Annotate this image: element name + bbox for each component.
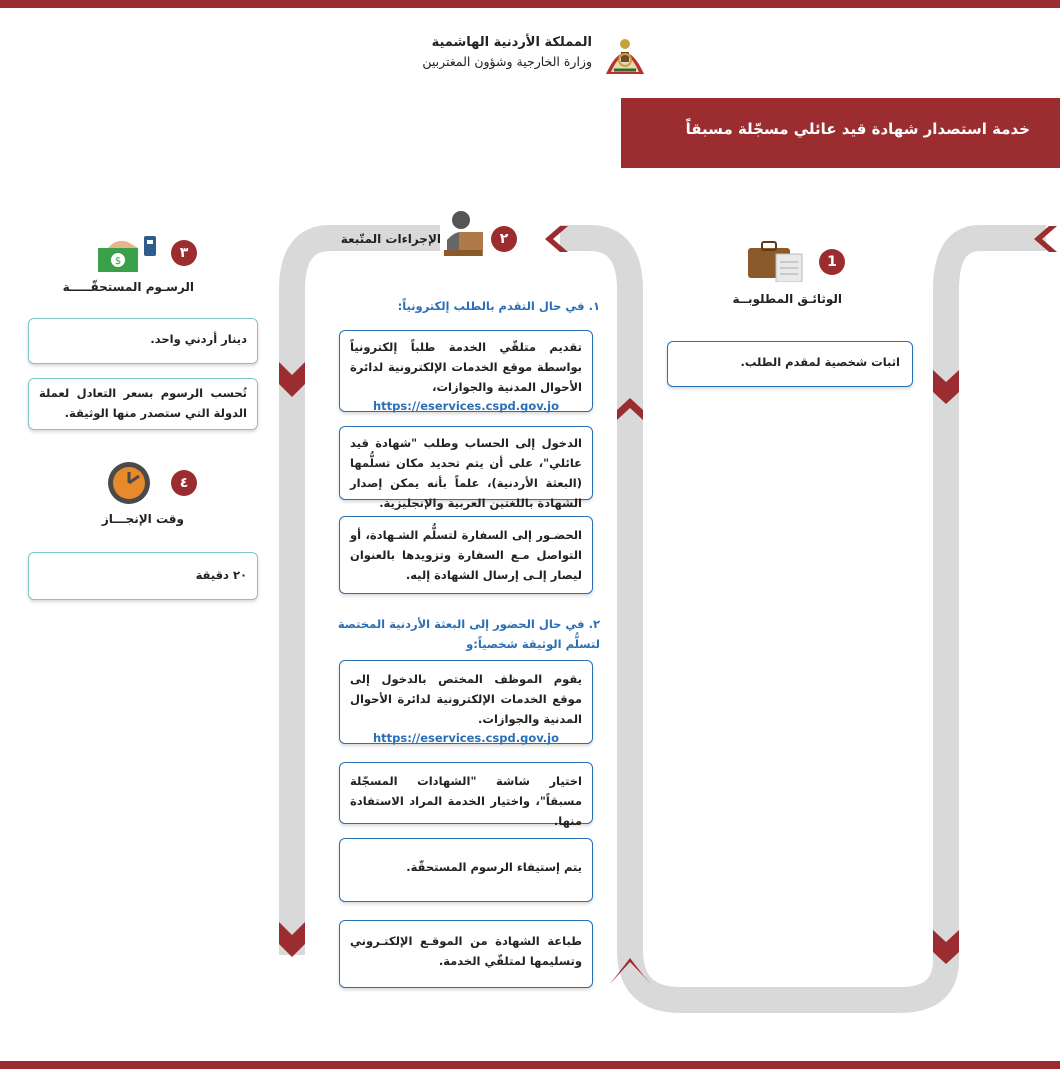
fees-card-1 — [28, 318, 258, 364]
procedure-step-5 — [339, 762, 593, 828]
duration-title: وقت الإنجـــاز — [101, 512, 184, 526]
procedures-section2-heading: ٢. في حال الحضور إلى البعثة الأردنية المختصة لتسلُّم الوثيقة شخصياً:و — [337, 617, 600, 651]
procedure-step-2 — [339, 426, 593, 510]
fees-title: الرسـوم المستحقّـــــة — [62, 280, 194, 294]
eservices-link[interactable]: https://eservices.cspd.gov.jo — [372, 731, 560, 745]
clock-icon — [106, 460, 152, 506]
procedure-step-text: طباعة الشهادة من الموقـع الإلكتـروني وتسليمها لمتلقّي الخدمة. — [350, 934, 582, 968]
fees-item: دينار أردني واحد. — [150, 332, 247, 346]
procedure-step-7 — [339, 920, 593, 988]
procedure-step-1 — [339, 330, 593, 412]
procedure-step-text: يقوم الموظف المختص بالدخول إلى موقع الخدمات الإلكترونية لدائرة الأحوال المدنية والجوازات. — [350, 672, 582, 726]
documents-card — [667, 341, 913, 387]
procedure-step-text: يتم إستيفاء الرسوم المستحقّة. — [406, 860, 582, 874]
fees-card-2 — [28, 378, 258, 430]
procedure-step-text: الحضـور إلى السفارة لتسلُّم الشـهادة، أو التواصل مـع السفارة وتزويدها بالعنوان ليصار إلـى إرسال الشهادة إليه. — [350, 528, 582, 582]
money-payment-icon — [98, 234, 160, 274]
procedure-step-6 — [339, 838, 593, 902]
eservices-link[interactable]: https://eservices.cspd.gov.jo — [372, 399, 560, 413]
procedure-step-3 — [339, 516, 593, 594]
procedures-title: الإجراءات المتّبعة — [340, 232, 441, 246]
fees-number: ٣ — [171, 240, 197, 266]
procedure-step-text: الدخول إلى الحساب وطلب "شهادة قيد عائلي"، على أن يتم تحديد مكان تسلُّمها (البعثة الأردنية)، علماً بأنه يمكن إصدار الشهادة باللغتين العربية والإنجليزية. — [350, 436, 582, 510]
duration-number: ٤ — [171, 470, 197, 496]
documents-item: اثبات شخصية لمقدم الطلب. — [740, 355, 900, 369]
duration-item: ٢٠ دقيقة — [195, 568, 247, 582]
bottom-accent-bar — [0, 1061, 1060, 1069]
briefcase-icon — [746, 238, 806, 282]
procedure-step-text: تقديم متلقّي الخدمة طلباً إلكترونياً بواسطة موقع الخدمات الإلكترونية لدائرة الأحوال المدنية والجوازات، — [350, 340, 582, 394]
fees-item: تُحسب الرسوم بسعر التعادل لعملة الدولة التي ستصدر منها الوثيقة. — [39, 386, 247, 420]
employee-desk-icon — [442, 210, 484, 258]
duration-card — [28, 552, 258, 600]
procedure-step-text: اختيار شاشة "الشهادات المسجّلة مسبقاً"، واختيار الخدمة المراد الاستفادة منها. — [350, 774, 582, 828]
procedures-section1-heading: ١. في حال التقدم بالطلب إلكترونياً: — [397, 299, 600, 313]
documents-number: 1 — [819, 249, 845, 275]
ministry-name: وزارة الخارجية وشؤون المغتربين — [422, 54, 592, 69]
svg-text:$: $ — [114, 256, 122, 267]
kingdom-name: المملكة الأردنية الهاشمية — [431, 35, 592, 50]
documents-title: الوثائـق المطلوبــة — [732, 292, 842, 306]
service-title: خدمة استصدار شهادة قيد عائلي مسجّلة مسبقاً — [685, 120, 1030, 138]
procedure-step-4 — [339, 660, 593, 744]
procedures-number: ٢ — [491, 226, 517, 252]
